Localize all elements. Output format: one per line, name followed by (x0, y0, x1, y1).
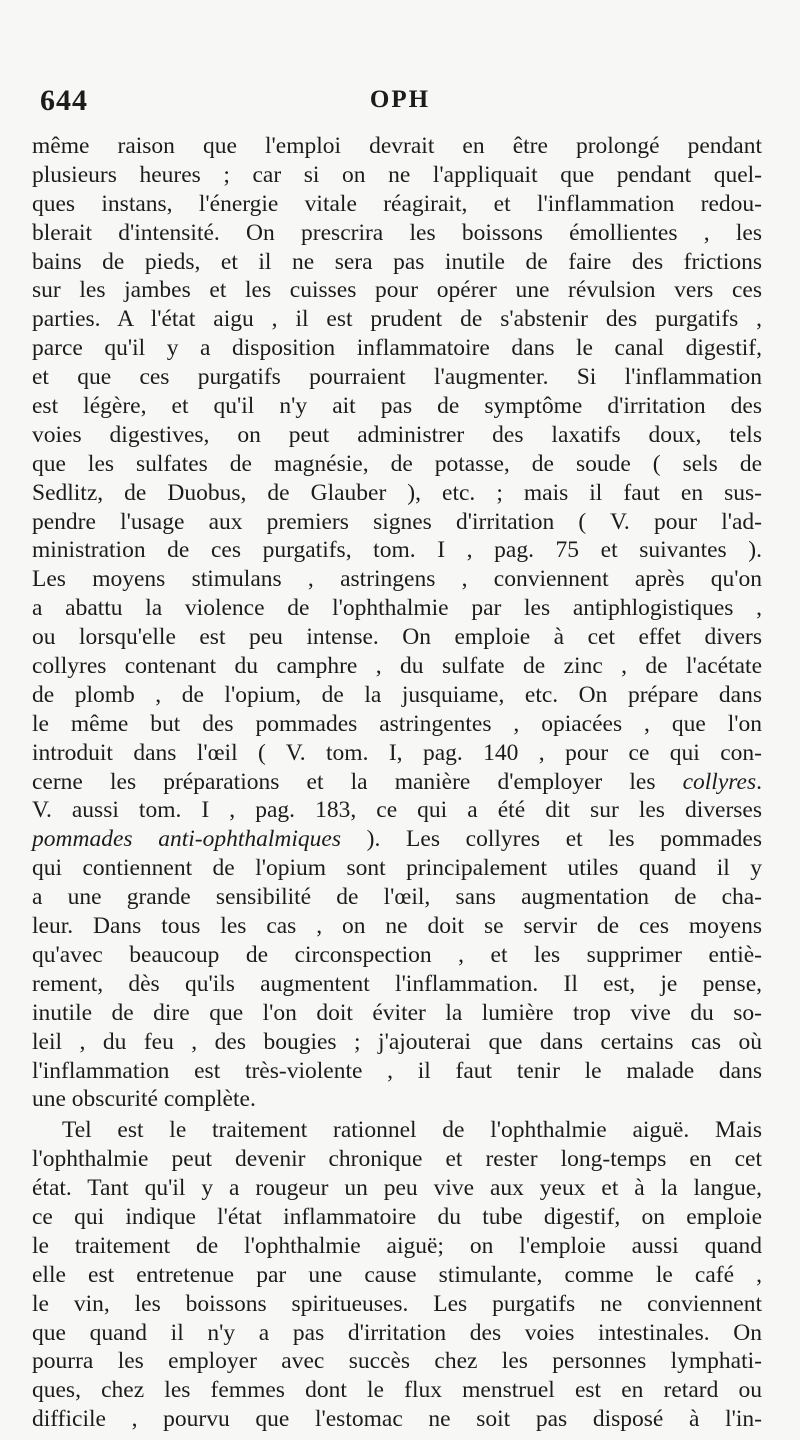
text-line: ques instans, l'énergie vitale réagirait, et l'inflammation redou- (32, 190, 762, 217)
text-line: voies digestives, on peut administrer des laxatifs doux, tels (32, 421, 762, 448)
text-line: rement, dès qu'ils augmentent l'inflammation. Il est, je pense, (32, 970, 762, 997)
text-line: pourra les employer avec succès chez les personnes lymphati- (32, 1348, 762, 1375)
text-line: ou lorsqu'elle est peu intense. On emploie à cet effet divers (32, 624, 762, 651)
text-line: le traitement de l'ophthalmie aiguë; on l'emploie aussi quand (32, 1232, 762, 1259)
text-line: inutile de dire que l'on doit éviter la lumière trop vive du so- (32, 999, 762, 1026)
text-line: ministration de ces purgatifs, tom. I , pag. 75 et suivantes ). (32, 537, 762, 564)
text-line: difficile , pourvu que l'estomac ne soit pas disposé à l'in- (32, 1406, 762, 1433)
text-line: le même but des pommades astringentes , opiacées , que l'on (32, 710, 762, 737)
text-line: parties. A l'état aigu , il est prudent de s'abstenir des purgatifs , (32, 306, 762, 333)
text-line: et que ces purgatifs pourraient l'augmenter. Si l'inflammation (32, 364, 762, 391)
page-header (40, 84, 760, 128)
body-text (32, 132, 762, 1434)
text-line: pommades anti-ophthalmiques ). Les collyres et les pommades (32, 826, 762, 853)
text-line: Sedlitz, de Duobus, de Glauber ), etc. ; mais il faut en sus- (32, 479, 762, 506)
text-line: pendre l'usage aux premiers signes d'irritation ( V. pour l'ad- (32, 508, 762, 535)
text-line: est légère, et qu'il n'y ait pas de symptôme d'irritation des (32, 393, 762, 420)
text-line: leur. Dans tous les cas , on ne doit se servir de ces moyens (32, 913, 762, 940)
text-line: qui contiennent de l'opium sont principalement utiles quand il y (32, 855, 762, 882)
text-line: blerait d'intensité. On prescrira les boissons émollientes , les (32, 219, 762, 246)
text-line: l'inflammation est très-violente , il faut tenir le malade dans (32, 1057, 762, 1084)
page-number: 644 (40, 84, 88, 117)
text-line: collyres contenant du camphre , du sulfate de zinc , de l'acétate (32, 653, 762, 680)
text-line: même raison que l'emploi devrait en être prolongé pendant (32, 133, 762, 159)
text-line: a abattu la violence de l'ophthalmie par les antiphlogistiques , (32, 595, 762, 622)
text-line: l'ophthalmie peut devenir chronique et rester long-temps en cet (32, 1146, 762, 1173)
text-line: V. aussi tom. I , pag. 183, ce qui a été dit sur les diverses (32, 797, 762, 824)
running-head: OPH (369, 86, 431, 113)
text-line: Les moyens stimulans , astringens , conviennent après qu'on (32, 566, 762, 593)
text-line: de plomb , de l'opium, de la jusquiame, etc. On prépare dans (32, 681, 762, 708)
text-line: le vin, les boissons spiritueuses. Les purgatifs ne conviennent (32, 1290, 762, 1317)
text-line: leil , du feu , des bougies ; j'ajouterai que dans certains cas où (32, 1028, 762, 1055)
text-line: ques, chez les femmes dont le flux menstruel est en retard ou (32, 1377, 762, 1404)
text-line: une obscurité complète. (32, 1086, 256, 1113)
text-line: cerne les préparations et la manière d'employer les collyres. (32, 768, 762, 795)
text-line: qu'avec beaucoup de circonspection , et les supprimer entiè- (32, 941, 762, 968)
text-line: Tel est le traitement rationnel de l'ophthalmie aiguë. Mais (62, 1117, 762, 1144)
text-line: parce qu'il y a disposition inflammatoire dans le canal digestif, (32, 335, 762, 362)
text-line: ce qui indique l'état inflammatoire du tube digestif, on emploie (32, 1203, 762, 1230)
text-line: plusieurs heures ; car si on ne l'appliquait que pendant quel- (32, 161, 762, 188)
text-line: sur les jambes et les cuisses pour opérer une révulsion vers ces (32, 277, 762, 304)
text-line: introduit dans l'œil ( V. tom. I, pag. 140 , pour ce qui con- (32, 739, 762, 766)
text-line: état. Tant qu'il y a rougeur un peu vive aux yeux et à la langue, (32, 1175, 762, 1202)
text-line: que quand il n'y a pas d'irritation des voies intestinales. On (32, 1319, 762, 1346)
text-line: a une grande sensibilité de l'œil, sans augmentation de cha- (32, 884, 762, 911)
text-line: bains de pieds, et il ne sera pas inutile de faire des frictions (32, 248, 762, 275)
text-line: elle est entretenue par une cause stimulante, comme le café , (32, 1261, 762, 1288)
text-line: que les sulfates de magnésie, de potasse, de soude ( sels de (32, 450, 762, 477)
